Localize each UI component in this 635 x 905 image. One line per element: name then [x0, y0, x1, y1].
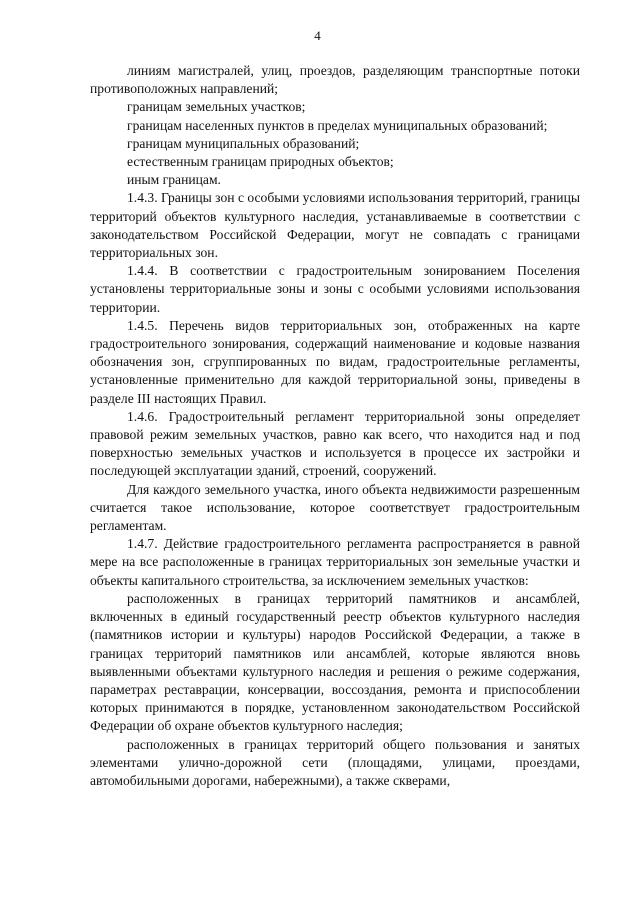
paragraph-list-settlements: границам населенных пунктов в пределах муниципальных образований;: [127, 117, 548, 133]
paragraph-heritage-exception: расположенных в границах территорий памятников и ансамблей, включенных в единый государственный реестр объектов культурного наследия (памятников истории и культуры) народов Российской Федерации, а также в границах территорий памятников или ансамблей, которые являются вновь выявленными объектами культурного наследия и решения о режиме содержания, параметрах реставрации, консервации, воссоздания, ремонта и приспособлении которых принимаются в порядке, установленном законодательством Российской Федерации об охране объектов культурного наследия;: [90, 590, 580, 734]
paragraph-list-land-plots: границам земельных участков;: [127, 99, 306, 115]
paragraph-permitted-use: Для каждого земельного участка, иного объекта недвижимости разрешенным считается такое использование, которое соответствует градостроительным регламентам.: [90, 481, 580, 534]
paragraph-1-4-6: 1.4.6. Градостроительный регламент территориальной зоны определяет правовой режим земельных участков, равно как всего, что находится над и под поверхностью земельных участков и используется в процессе их застройки и последующей эксплуатации зданий, строений, сооружений.: [90, 408, 580, 479]
paragraph-public-use-exception: расположенных в границах территорий общего пользования и занятых элементами улично-дорожной сети (площадями, улицами, проездами, автомобильными дорогами, набережными), а также скверами,: [90, 736, 580, 788]
paragraph-list-natural: естественным границам природных объектов;: [127, 154, 394, 170]
page-number: 4: [314, 28, 321, 43]
paragraph-1-4-3: 1.4.3. Границы зон с особыми условиями использования территорий, границы территорий объектов культурного наследия, устанавливаемые в соответствии с законодательством Российской Федерации, могут не совпадать с границами территориальных зон.: [90, 190, 580, 261]
paragraph-1-4-4: 1.4.4. В соответствии с градостроительным зонированием Поселения установлены территориальные зоны и зоны с особыми условиями использования территории.: [90, 263, 580, 315]
paragraph-list-other: иным границам.: [127, 172, 221, 188]
paragraph-1-4-7: 1.4.7. Действие градостроительного регламента распространяется в равной мере на все расположенные в границах территориальных зон земельные участки и объекты капитального строительства, за исключением земельных участков:: [90, 536, 580, 588]
document-body: [90, 62, 580, 790]
paragraph-1-4-5: 1.4.5. Перечень видов территориальных зон, отображенных на карте градостроительного зонирования, содержащий наименование и кодовые названия обозначения зон, сгруппированных по видам, градостроительные регламенты, установленные применительно для каждой территориальной зоны, приведены в разделе III настоящих Правил.: [90, 317, 580, 406]
paragraph-list-line-roads: линиям магистралей, улиц, проездов, разделяющим транспортные потоки противоположных направлений;: [90, 63, 580, 97]
paragraph-list-municipal: границам муниципальных образований;: [127, 135, 360, 151]
